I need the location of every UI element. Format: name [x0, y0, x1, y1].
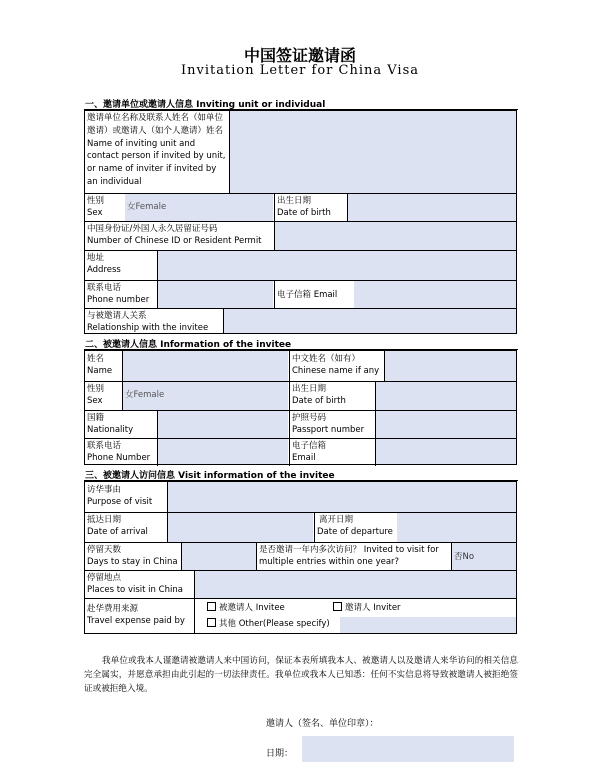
- dob-label-cn: 出生日期: [277, 196, 312, 206]
- address-label-en: Address: [87, 265, 121, 275]
- relationship-field[interactable]: [224, 308, 516, 333]
- col-divider: [157, 250, 158, 308]
- inviter-sex-value: 女Female: [127, 202, 167, 212]
- invitee-phone-label-en: Phone Number: [87, 453, 151, 463]
- date-label: 日期：: [266, 749, 294, 759]
- expense-label-en: Travel expense paid by: [87, 616, 185, 626]
- purpose-label: [85, 483, 167, 509]
- address-label-cn: 地址: [87, 253, 105, 263]
- invitee-sex-value: 女Female: [125, 390, 165, 400]
- invitee-email-label-cn: 电子信箱: [292, 441, 327, 451]
- sex-label-cn: 性别: [87, 196, 105, 206]
- relationship-label-en: Relationship with the invitee: [87, 323, 209, 333]
- invitee-email-label: [290, 439, 375, 465]
- dob-label: [275, 194, 347, 220]
- invitee-name-label-cn: 姓名: [87, 354, 105, 364]
- purpose-field[interactable]: [168, 482, 516, 512]
- invitee-name-label: [85, 352, 122, 378]
- cn-name-label-en: Chinese name if any: [292, 366, 380, 376]
- multi-entry-value: 否No: [454, 552, 475, 562]
- expense-option-invitee[interactable]: [205, 601, 335, 615]
- invitee-phone-label: [85, 439, 157, 465]
- purpose-label-cn: 访华事由: [87, 485, 122, 495]
- stay-label: [85, 543, 181, 569]
- passport-label-cn: 护照号码: [292, 413, 327, 423]
- passport-field[interactable]: [376, 410, 516, 438]
- checkbox-other[interactable]: [207, 618, 216, 627]
- purpose-label-en: Purpose of visit: [87, 497, 153, 507]
- places-label-cn: 停留地点: [87, 573, 122, 583]
- nationality-field[interactable]: [158, 410, 288, 438]
- row-divider: [85, 598, 516, 599]
- inviter-dob-field[interactable]: [348, 193, 516, 221]
- cn-name-label: [290, 352, 385, 378]
- places-label: [85, 571, 194, 597]
- declaration-statement: 我单位或我本人谨邀请被邀请人来中国访问，保证本表所填我本人、被邀请人以及邀请人来华访问的相关信息完全属实，并愿意承担由此引起的一切法律责任。我单位或我本人已知悉：任何不实信息将导致被邀请人被拒绝签证或被拒绝入境。: [84, 656, 518, 694]
- departure-field[interactable]: [397, 512, 516, 542]
- inviter-name-field[interactable]: [230, 111, 516, 193]
- nationality-label: [85, 411, 157, 437]
- col-divider: [157, 410, 158, 466]
- id-label-en: Number of Chinese ID or Resident Permit: [87, 236, 262, 246]
- arrival-label-cn: 抵达日期: [87, 515, 122, 525]
- email-label: 电子信箱 Email: [277, 290, 338, 300]
- relationship-label-cn: 与被邀请人关系: [87, 311, 147, 321]
- departure-label-en: Date of departure: [317, 527, 393, 537]
- date-field[interactable]: [302, 736, 514, 762]
- invitee-sex-label-cn: 性别: [87, 384, 105, 394]
- nationality-label-cn: 国籍: [87, 413, 105, 423]
- invitee-dob-label-en: Date of birth: [292, 396, 346, 406]
- section1-table: [84, 110, 517, 334]
- cn-name-label-cn: 中文姓名（如有）: [292, 354, 361, 364]
- section3-heading: 三、被邀请人访问信息 Visit information of the invitee: [85, 471, 335, 481]
- expense-label: [85, 602, 194, 628]
- expense-option-invitee-label: 被邀请人 Invitee: [219, 603, 285, 613]
- departure-label-cn: 离开日期: [319, 515, 354, 525]
- col-divider: [194, 570, 195, 598]
- col-divider: [347, 193, 348, 221]
- section3-table: [84, 481, 517, 634]
- title-english: Invitation Letter for China Visa: [181, 63, 419, 78]
- expense-option-inviter[interactable]: [331, 601, 461, 615]
- stay-days-field[interactable]: [182, 542, 256, 570]
- section2-heading: 二、被邀请人信息 Information of the invitee: [85, 340, 292, 350]
- multi-entry-label: 是否邀请一年内多次访问？ Invited to visit for multiple entries within one year?: [259, 545, 439, 567]
- departure-label: [315, 513, 397, 539]
- arrival-label: [85, 513, 167, 539]
- invitee-email-field[interactable]: [376, 438, 516, 464]
- invitee-sex-label: [85, 382, 122, 408]
- col-divider: [223, 308, 224, 333]
- relationship-label: [85, 309, 223, 335]
- col-divider: [229, 111, 230, 193]
- title-chinese: 中国签证邀请函: [243, 46, 356, 65]
- inviter-name-label: 邀请单位名称及联系人姓名（如单位邀请）或邀请人（如个人邀请）姓名 Name of inviting unit and contact person if invited by unit, or name of inviter if invited by an individual: [87, 113, 226, 187]
- invitee-dob-label-cn: 出生日期: [292, 384, 327, 394]
- expense-label-cn: 赴华费用来源: [87, 604, 139, 614]
- inviter-phone-field[interactable]: [158, 280, 273, 308]
- places-field[interactable]: [195, 570, 516, 598]
- invitee-name-label-en: Name: [87, 366, 113, 376]
- dob-label-en: Date of birth: [277, 208, 331, 218]
- inviter-signature-label: 邀请人（签名、单位印章）：: [266, 719, 379, 729]
- col-divider: [167, 482, 168, 542]
- places-label-en: Places to visit in China: [87, 585, 183, 595]
- invitee-phone-label-cn: 联系电话: [87, 441, 122, 451]
- inviter-id-field[interactable]: [275, 221, 516, 250]
- phone-label-cn: 联系电话: [87, 283, 122, 293]
- invitee-phone-field[interactable]: [158, 438, 288, 464]
- checkbox-invitee[interactable]: [207, 602, 216, 611]
- invitee-dob-field[interactable]: [376, 381, 516, 410]
- arrival-field[interactable]: [168, 512, 313, 542]
- expense-option-other[interactable]: [205, 617, 345, 631]
- expense-option-inviter-label: 邀请人 Inviter: [345, 603, 401, 613]
- invitee-sex-label-en: Sex: [87, 396, 103, 406]
- phone-label: [85, 281, 157, 307]
- col-divider: [375, 381, 376, 466]
- other-specify-field[interactable]: [340, 617, 516, 633]
- passport-label-en: Passport number: [292, 425, 365, 435]
- invitee-dob-label: [290, 382, 375, 408]
- col-divider: [194, 598, 195, 633]
- invitee-name-field[interactable]: [123, 351, 288, 381]
- section1-heading: 一、邀请单位或邀请人信息 Inviting unit or individual: [85, 100, 326, 110]
- inviter-email-field[interactable]: [354, 280, 516, 308]
- sex-label-en: Sex: [87, 208, 103, 218]
- expense-option-other-label: 其他 Other(Please specify): [219, 619, 330, 629]
- id-label-cn: 中国身份证/外国人永久居留证号码: [87, 224, 218, 234]
- checkbox-inviter[interactable]: [333, 602, 342, 611]
- section2-table: [84, 350, 517, 465]
- invitee-email-label-en: Email: [292, 453, 316, 463]
- invitee-cn-name-field[interactable]: [385, 351, 516, 381]
- phone-label-en: Phone number: [87, 295, 150, 305]
- stay-label-en: Days to stay in China: [87, 557, 178, 567]
- arrival-label-en: Date of arrival: [87, 527, 148, 537]
- passport-label: [290, 411, 375, 437]
- address-label: [85, 251, 157, 277]
- stay-label-cn: 停留天数: [87, 545, 122, 555]
- inviter-address-field[interactable]: [158, 250, 516, 280]
- col-divider: [181, 542, 182, 570]
- id-label: [85, 222, 275, 248]
- sex-label: [85, 194, 125, 220]
- nationality-label-en: Nationality: [87, 425, 134, 435]
